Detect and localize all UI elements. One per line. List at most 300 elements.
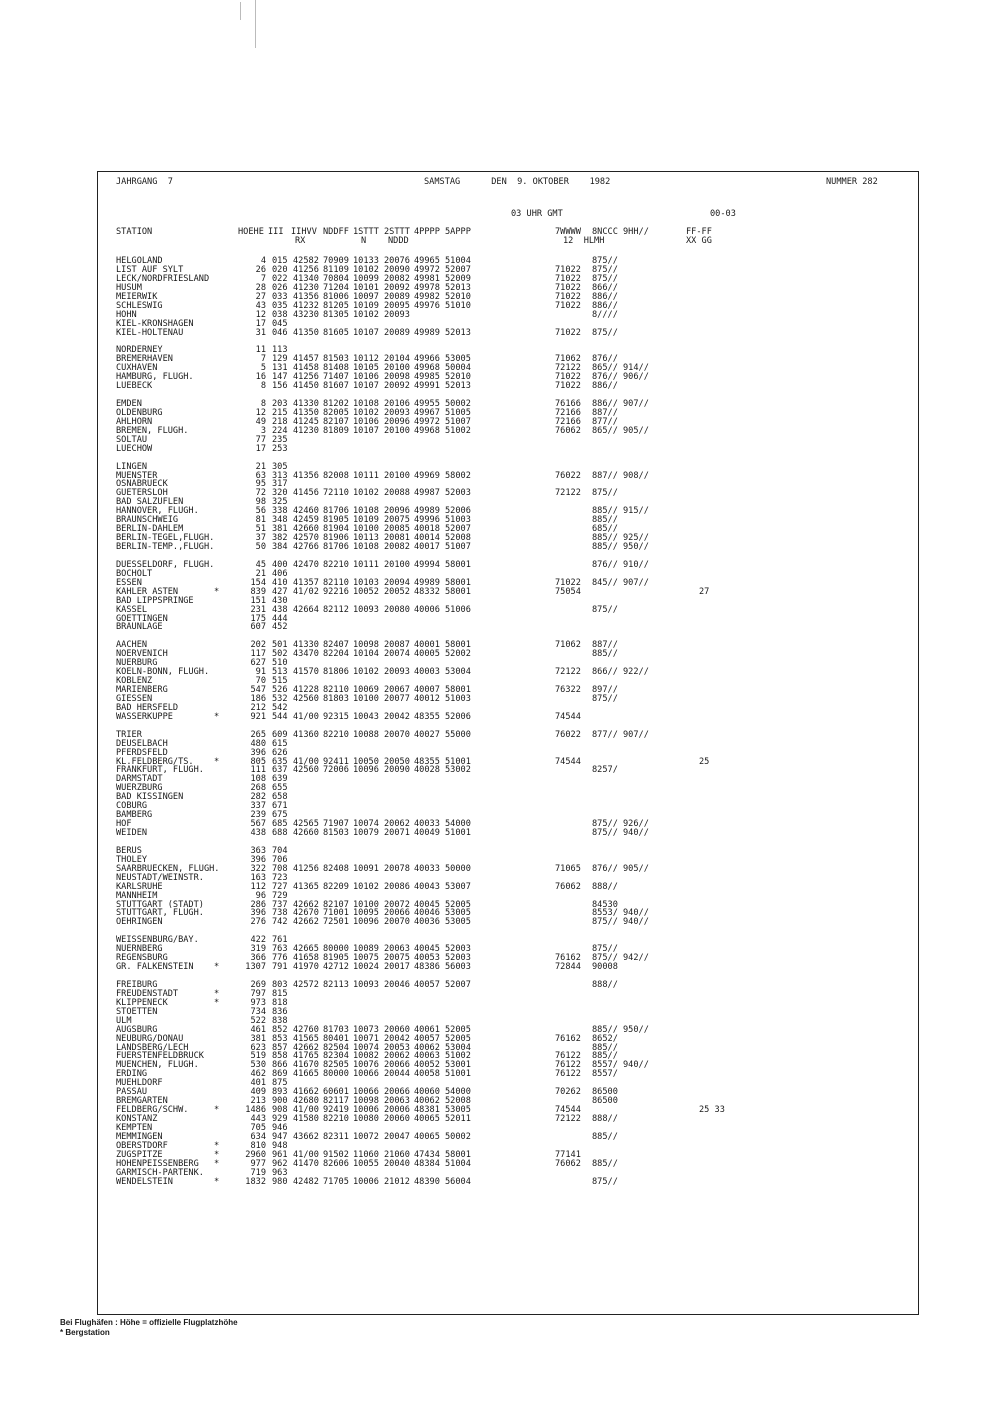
appp-cell: 51001 xyxy=(445,1069,471,1080)
nccc-cell: 888// xyxy=(592,979,618,990)
hoehe-cell: 438 xyxy=(250,828,266,838)
sttt1-cell: 10112 xyxy=(353,354,379,365)
appp-cell: 51002 xyxy=(445,425,471,436)
iihvv-cell: 41/02 xyxy=(293,586,319,597)
station-name-cell: KARLSRUHE xyxy=(116,881,163,892)
hh-cell: 940// xyxy=(623,908,649,919)
nddff-cell: 82304 xyxy=(323,1051,349,1062)
station-name-cell: WENDELSTEIN xyxy=(116,1176,173,1187)
station-name-cell: BERLIN-TEMP.,FLUGH. xyxy=(116,542,215,552)
iii-cell: 305 xyxy=(272,461,288,472)
iii-cell: 961 xyxy=(272,1149,288,1160)
iihvv-cell: 41665 xyxy=(293,1069,319,1080)
mountain-station-marker: * xyxy=(214,1105,220,1116)
hoehe-cell: 11 xyxy=(255,345,266,356)
iii-cell: 655 xyxy=(272,783,288,794)
sttt1-cell: 10102 xyxy=(353,488,379,499)
pppp-cell: 49987 xyxy=(414,488,440,499)
appp-cell: 58002 xyxy=(445,470,471,481)
mountain-station-marker: * xyxy=(214,1158,220,1169)
hh-cell: 907// xyxy=(623,399,649,409)
pppp-cell: 40045 xyxy=(414,944,440,955)
nddff-cell: 81706 xyxy=(323,506,349,517)
group-gap xyxy=(116,552,908,561)
hoehe-cell: 522 xyxy=(250,1015,266,1026)
table-row xyxy=(116,713,908,722)
mountain-station-marker: * xyxy=(214,586,220,597)
iihvv-cell: 41580 xyxy=(293,1114,319,1124)
footnote-mountain: * Bergstation xyxy=(60,1328,110,1337)
nddff-cell: 92216 xyxy=(323,586,349,597)
hh-cell: 908// xyxy=(623,470,649,481)
pppp-cell: 49967 xyxy=(414,407,440,418)
pppp-cell: 48386 xyxy=(414,962,440,973)
hoehe-cell: 151 xyxy=(250,595,266,606)
ch-cell: 25 xyxy=(699,756,710,767)
iii-cell: 688 xyxy=(272,828,288,838)
sttt2-cell: 20094 xyxy=(384,577,410,588)
station-name-cell: LANDSBERG/LECH xyxy=(116,1042,189,1053)
hoehe-cell: 396 xyxy=(250,908,266,919)
station-name-cell: GARMISCH-PARTENK. xyxy=(116,1167,204,1178)
sttt1-cell: 10050 xyxy=(353,756,379,767)
hoehe-cell: 31 xyxy=(255,327,266,338)
sttt2-cell: 20100 xyxy=(384,470,410,481)
table-row xyxy=(116,1035,908,1044)
iihvv-cell: 42662 xyxy=(293,1042,319,1053)
wwww-cell: 71022 xyxy=(555,327,581,338)
hoehe-cell: 21 xyxy=(255,568,266,579)
table-row xyxy=(116,623,908,632)
iii-cell: 635 xyxy=(272,756,288,767)
group-gap xyxy=(116,722,908,731)
sttt1-cell: 10069 xyxy=(353,685,379,695)
iihvv-cell: 42459 xyxy=(293,515,319,526)
hoehe-cell: 462 xyxy=(250,1069,266,1080)
table-row xyxy=(116,901,908,910)
pppp-cell: 40001 xyxy=(414,640,440,651)
sttt2-cell: 20066 xyxy=(384,908,410,919)
mountain-station-marker: * xyxy=(214,756,220,767)
station-name-cell: AHLHORN xyxy=(116,416,153,427)
wwww-cell: 71065 xyxy=(555,863,581,874)
nccc-cell: 8652/ xyxy=(592,1033,618,1044)
station-name-cell: THOLEY xyxy=(116,854,148,865)
table-row xyxy=(116,615,908,624)
nccc-cell: 86500 xyxy=(592,1096,618,1107)
appp-cell: 58001 xyxy=(445,1149,471,1160)
appp-cell: 51003 xyxy=(445,515,471,526)
nccc-cell: 8553/ xyxy=(592,908,618,919)
appp-cell: 52003 xyxy=(445,953,471,964)
report-time: 03 UHR GMT xyxy=(511,209,563,219)
iii-cell: 131 xyxy=(272,363,288,374)
table-row xyxy=(116,650,908,659)
pppp-cell: 40005 xyxy=(414,649,440,660)
pppp-cell: 48381 xyxy=(414,1105,440,1116)
nccc-cell: 875// xyxy=(592,488,618,499)
station-name-cell: HAMBURG, FLUGH. xyxy=(116,372,194,383)
station-name-cell: STUTTGART (STADT) xyxy=(116,899,204,910)
hoehe-cell: 401 xyxy=(250,1078,266,1089)
hoehe-cell: 265 xyxy=(250,729,266,740)
sttt2-cell: 20096 xyxy=(384,416,410,427)
iii-cell: 948 xyxy=(272,1140,288,1151)
table-row xyxy=(116,659,908,668)
iihvv-cell: 41456 xyxy=(293,488,319,499)
table-row xyxy=(116,1169,908,1178)
table-row xyxy=(116,311,908,320)
hoehe-cell: 12 xyxy=(255,309,266,320)
station-name-cell: NEUSTADT/WEINSTR. xyxy=(116,872,204,883)
sttt2-cell: 20006 xyxy=(384,1105,410,1116)
sttt1-cell: 10071 xyxy=(353,1033,379,1044)
iii-cell: 532 xyxy=(272,693,288,704)
table-row xyxy=(116,731,908,740)
iihvv-cell: 42560 xyxy=(293,765,319,776)
pppp-cell: 40018 xyxy=(414,524,440,535)
iihvv-cell: 41256 xyxy=(293,372,319,383)
wwww-cell: 72122 xyxy=(555,488,581,499)
hh-cell: 950// xyxy=(623,1024,649,1035)
hoehe-cell: 839 xyxy=(250,586,266,597)
station-name-cell: LUECHOW xyxy=(116,443,153,454)
appp-cell: 52008 xyxy=(445,533,471,544)
hoehe-cell: 111 xyxy=(250,765,266,776)
iii-cell: 542 xyxy=(272,702,288,713)
station-name-cell: LUEBECK xyxy=(116,381,153,392)
iihvv-cell: 41970 xyxy=(293,962,319,973)
station-name-cell: ULM xyxy=(116,1015,132,1026)
iii-cell: 857 xyxy=(272,1042,288,1053)
hoehe-cell: 480 xyxy=(250,738,266,749)
iii-cell: 510 xyxy=(272,658,288,669)
sttt2-cell: 20082 xyxy=(384,542,410,552)
pppp-cell: 49989 xyxy=(414,506,440,517)
sttt2-cell: 20050 xyxy=(384,756,410,767)
iii-cell: 908 xyxy=(272,1105,288,1116)
nccc-cell: 876// xyxy=(592,559,618,570)
iihvv-cell: 41360 xyxy=(293,729,319,740)
iihvv-cell: 42572 xyxy=(293,979,319,990)
sttt1-cell: 10075 xyxy=(353,953,379,964)
nddff-cell: 81904 xyxy=(323,524,349,535)
appp-cell: 52005 xyxy=(445,899,471,910)
iii-cell: 156 xyxy=(272,381,288,392)
nccc-cell: 887// xyxy=(592,407,618,418)
iihvv-cell: 42662 xyxy=(293,899,319,910)
nccc-cell: 875// xyxy=(592,264,618,275)
hoehe-cell: 705 xyxy=(250,1122,266,1133)
pppp-cell: 49976 xyxy=(414,300,440,311)
sttt2-cell: 20044 xyxy=(384,1069,410,1080)
table-row xyxy=(116,498,908,507)
hh-cell: 907// xyxy=(623,577,649,588)
nccc-cell: 886// xyxy=(592,399,618,409)
wwww-cell: 72166 xyxy=(555,407,581,418)
station-name-cell: MARIENBERG xyxy=(116,685,168,695)
col-5appp: 5APPP xyxy=(445,227,471,237)
hoehe-cell: 973 xyxy=(250,997,266,1008)
col-9hh: 9HH// xyxy=(623,227,649,237)
nddff-cell: 81109 xyxy=(323,264,349,275)
iihvv-cell: 42766 xyxy=(293,542,319,552)
iii-cell: 615 xyxy=(272,738,288,749)
pppp-cell: 40060 xyxy=(414,1087,440,1098)
iihvv-cell: 41450 xyxy=(293,381,319,392)
appp-cell: 52008 xyxy=(445,1096,471,1107)
hh-cell: 907// xyxy=(623,729,649,740)
sttt1-cell: 10102 xyxy=(353,407,379,418)
station-name-cell: EMDEN xyxy=(116,399,142,409)
nddff-cell: 82210 xyxy=(323,559,349,570)
hh-cell: 926// xyxy=(623,819,649,830)
station-name-cell: MUENSTER xyxy=(116,470,158,481)
iii-cell: 893 xyxy=(272,1087,288,1098)
scan-artifact xyxy=(255,0,256,48)
station-name-cell: BRAUNSCHWEIG xyxy=(116,515,179,526)
iihvv-cell: 41765 xyxy=(293,1051,319,1062)
appp-cell: 58001 xyxy=(445,559,471,570)
pppp-cell: 40065 xyxy=(414,1114,440,1124)
iii-cell: 737 xyxy=(272,899,288,910)
table-row xyxy=(116,436,908,445)
appp-cell: 51005 xyxy=(445,407,471,418)
ch-cell: 25 33 xyxy=(699,1105,725,1116)
pppp-cell: 49972 xyxy=(414,264,440,275)
station-name-cell: AACHEN xyxy=(116,640,148,651)
station-name-cell: KIEL-HOLTENAU xyxy=(116,327,184,338)
hh-cell: 925// xyxy=(623,533,649,544)
footer-notes xyxy=(60,1318,238,1338)
station-name-cell: MUEHLDORF xyxy=(116,1078,163,1089)
sttt1-cell: 10074 xyxy=(353,819,379,830)
iii-cell: 776 xyxy=(272,953,288,964)
sttt1-cell: 10106 xyxy=(353,416,379,427)
nccc-cell: 885// xyxy=(592,1158,618,1169)
table-row xyxy=(116,525,908,534)
table-row xyxy=(116,1106,908,1115)
pppp-cell: 48332 xyxy=(414,586,440,597)
sttt1-cell: 11060 xyxy=(353,1149,379,1160)
iii-cell: 348 xyxy=(272,515,288,526)
iihvv-cell: 41470 xyxy=(293,1158,319,1169)
table-row xyxy=(116,668,908,677)
hoehe-cell: 1307 xyxy=(245,962,266,973)
wwww-cell: 72166 xyxy=(555,416,581,427)
nddff-cell: 81205 xyxy=(323,300,349,311)
wwww-cell: 71022 xyxy=(555,381,581,392)
nddff-cell: 81503 xyxy=(323,354,349,365)
station-name-cell: BAMBERG xyxy=(116,810,153,821)
col-iii: III xyxy=(268,227,284,237)
iii-cell: 803 xyxy=(272,979,288,990)
nddff-cell: 82505 xyxy=(323,1060,349,1071)
jahrgang-label: JAHRGANG 7 xyxy=(116,177,173,187)
nccc-cell: 845// xyxy=(592,577,618,588)
iii-cell: 452 xyxy=(272,622,288,633)
iihvv-cell: 42760 xyxy=(293,1024,319,1035)
hoehe-cell: 519 xyxy=(250,1051,266,1062)
sttt1-cell: 10106 xyxy=(353,372,379,383)
wwww-cell: 71022 xyxy=(555,291,581,302)
footnote-airport: Bei Flughäfen : Höhe = offizielle Flugplatzhöhe xyxy=(60,1318,238,1327)
sttt2-cell: 20063 xyxy=(384,944,410,955)
nccc-cell: 887// xyxy=(592,470,618,481)
table-row xyxy=(116,427,908,436)
nddff-cell: 82408 xyxy=(323,863,349,874)
iii-cell: 671 xyxy=(272,801,288,812)
nddff-cell: 82606 xyxy=(323,1158,349,1169)
sttt1-cell: 10072 xyxy=(353,1131,379,1142)
sttt1-cell: 10088 xyxy=(353,729,379,740)
nccc-cell: 8557/ xyxy=(592,1069,618,1080)
pppp-cell: 40058 xyxy=(414,1069,440,1080)
sttt1-cell: 10108 xyxy=(353,399,379,409)
iii-cell: 406 xyxy=(272,568,288,579)
hoehe-cell: 28 xyxy=(255,282,266,293)
nccc-cell: 886// xyxy=(592,291,618,302)
appp-cell: 52007 xyxy=(445,979,471,990)
wwww-cell: 72122 xyxy=(555,1114,581,1124)
hoehe-cell: 337 xyxy=(250,801,266,812)
hoehe-cell: 409 xyxy=(250,1087,266,1098)
iii-cell: 400 xyxy=(272,559,288,570)
iii-cell: 742 xyxy=(272,917,288,928)
mountain-station-marker: * xyxy=(214,1140,220,1151)
group-gap xyxy=(116,632,908,641)
table-row xyxy=(116,865,908,874)
sttt1-cell: 10104 xyxy=(353,649,379,660)
iihvv-cell: 41/00 xyxy=(293,756,319,767)
col-1sttt-sub: N xyxy=(361,236,367,246)
table-row xyxy=(116,981,908,990)
station-name-cell: FUERSTENFELDBRUCK xyxy=(116,1051,204,1062)
sttt2-cell: 20086 xyxy=(384,881,410,892)
wwww-cell: 75054 xyxy=(555,586,581,597)
nccc-cell: 8//// xyxy=(592,309,618,320)
iii-cell: 875 xyxy=(272,1078,288,1089)
station-name-cell: KASSEL xyxy=(116,604,148,615)
hoehe-cell: 805 xyxy=(250,756,266,767)
pppp-cell: 49991 xyxy=(414,381,440,392)
appp-cell: 52003 xyxy=(445,944,471,955)
hoehe-cell: 1832 xyxy=(245,1176,266,1187)
iihvv-cell: 41228 xyxy=(293,685,319,695)
nddff-cell: 82210 xyxy=(323,729,349,740)
wwww-cell: 71022 xyxy=(555,273,581,284)
wwww-cell: 72122 xyxy=(555,363,581,374)
sttt2-cell: 20067 xyxy=(384,685,410,695)
iii-cell: 147 xyxy=(272,372,288,383)
nddff-cell: 82107 xyxy=(323,416,349,427)
iihvv-cell: 42482 xyxy=(293,1176,319,1187)
appp-cell: 53005 xyxy=(445,1105,471,1116)
nddff-cell: 82204 xyxy=(323,649,349,660)
station-name-cell: REGENSBURG xyxy=(116,953,168,964)
wwww-cell: 76022 xyxy=(555,729,581,740)
sttt2-cell: 20070 xyxy=(384,917,410,928)
hoehe-cell: 797 xyxy=(250,988,266,999)
table-row xyxy=(116,1115,908,1124)
iii-cell: 704 xyxy=(272,845,288,856)
sttt2-cell: 20088 xyxy=(384,488,410,499)
hoehe-cell: 627 xyxy=(250,658,266,669)
station-name-cell: STOETTEN xyxy=(116,1006,158,1017)
nddff-cell: 92411 xyxy=(323,756,349,767)
iihvv-cell: 42664 xyxy=(293,604,319,615)
scan-artifact xyxy=(240,2,241,20)
iii-cell: 761 xyxy=(272,935,288,946)
iii-cell: 513 xyxy=(272,667,288,678)
table-row xyxy=(116,1178,908,1187)
nddff-cell: 82209 xyxy=(323,881,349,892)
station-name-cell: KONSTANZ xyxy=(116,1114,158,1124)
iihvv-cell: 41/00 xyxy=(293,711,319,722)
iii-cell: 946 xyxy=(272,1122,288,1133)
nccc-cell: 685// xyxy=(592,524,618,535)
iihvv-cell: 41670 xyxy=(293,1060,319,1071)
nddff-cell: 91502 xyxy=(323,1149,349,1160)
hoehe-cell: 921 xyxy=(250,711,266,722)
table-row xyxy=(116,320,908,329)
iii-cell: 818 xyxy=(272,997,288,1008)
iihvv-cell: 41/00 xyxy=(293,1149,319,1160)
sttt1-cell: 10096 xyxy=(353,765,379,776)
nccc-cell: 875// xyxy=(592,828,618,838)
sttt2-cell: 20092 xyxy=(384,282,410,293)
table-row xyxy=(116,892,908,901)
table-row xyxy=(116,284,908,293)
appp-cell: 52007 xyxy=(445,524,471,535)
hoehe-cell: 112 xyxy=(250,881,266,892)
pppp-cell: 49968 xyxy=(414,425,440,436)
table-row xyxy=(116,820,908,829)
iihvv-cell: 41/00 xyxy=(293,1105,319,1116)
mountain-station-marker: * xyxy=(214,1149,220,1160)
table-row xyxy=(116,990,908,999)
hoehe-cell: 17 xyxy=(255,443,266,454)
station-name-cell: CUXHAVEN xyxy=(116,363,158,374)
appp-cell: 51003 xyxy=(445,693,471,704)
iii-cell: 544 xyxy=(272,711,288,722)
nccc-cell: 875// xyxy=(592,273,618,284)
appp-cell: 50002 xyxy=(445,399,471,409)
table-row xyxy=(116,1160,908,1169)
group-gap xyxy=(116,838,908,847)
sttt1-cell: 10099 xyxy=(353,273,379,284)
hh-cell: 940// xyxy=(623,1060,649,1071)
nccc-cell: 885// xyxy=(592,649,618,660)
col-8nccc-sub: 12 HLMH xyxy=(563,236,605,246)
station-name-cell: BAD HERSFELD xyxy=(116,702,179,713)
iihvv-cell: 42565 xyxy=(293,819,319,830)
pppp-cell: 40053 xyxy=(414,953,440,964)
nccc-cell: 876// xyxy=(592,354,618,365)
appp-cell: 52006 xyxy=(445,506,471,517)
nccc-cell: 885// xyxy=(592,1042,618,1053)
appp-cell: 52005 xyxy=(445,1024,471,1035)
iii-cell: 022 xyxy=(272,273,288,284)
iii-cell: 727 xyxy=(272,881,288,892)
iii-cell: 706 xyxy=(272,854,288,865)
sttt1-cell: 10101 xyxy=(353,282,379,293)
station-name-cell: BERLIN-TEGEL,FLUGH. xyxy=(116,533,215,544)
iii-cell: 026 xyxy=(272,282,288,293)
station-name-cell: KIEL-KRONSHAGEN xyxy=(116,318,194,329)
hoehe-cell: 567 xyxy=(250,819,266,830)
wwww-cell: 71062 xyxy=(555,640,581,651)
